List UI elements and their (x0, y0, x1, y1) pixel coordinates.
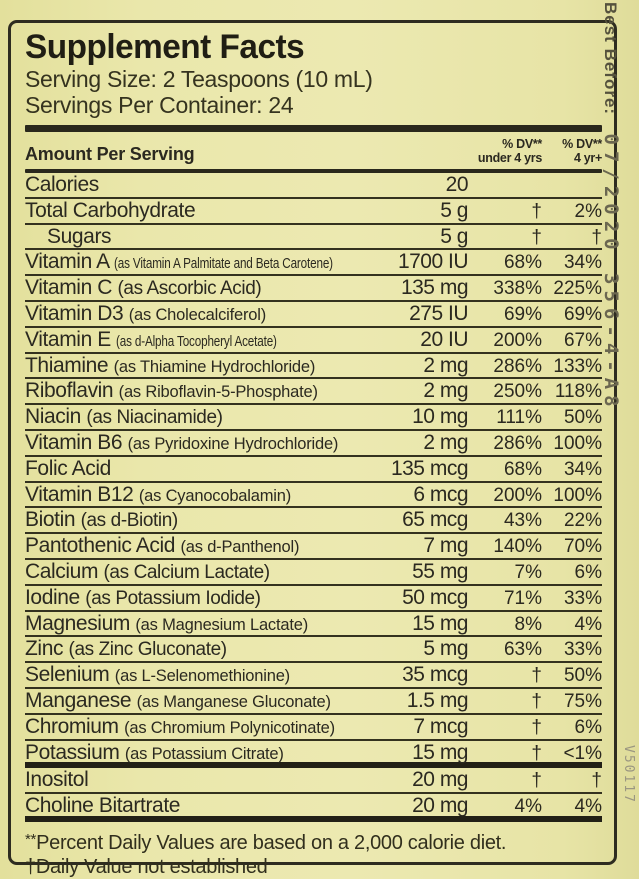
amount-value: 15 mg (412, 740, 468, 764)
dv-4plus-value: 33% (563, 639, 602, 661)
nutrient-name: Riboflavin (25, 379, 114, 403)
dv-4plus-value: 225% (553, 278, 602, 300)
table-row (25, 173, 602, 199)
table-row (25, 328, 602, 354)
column-header-row (25, 132, 602, 169)
dv-under4-value: 68% (503, 458, 542, 480)
dv-under4-value: 286% (493, 432, 542, 454)
amount-value: 2 mg (423, 379, 468, 403)
footnote-marker: ** (25, 830, 37, 848)
dv-4plus-value: 4% (574, 613, 602, 635)
nutrient-name: Potassium (25, 740, 120, 764)
nutrient-name: Manganese (25, 688, 132, 712)
dv-4plus-value: 34% (563, 252, 602, 274)
nutrient-name-cell (25, 794, 380, 817)
nutrient-name: Calories (25, 173, 99, 196)
table-row (25, 457, 602, 483)
best-before-strip (600, 2, 622, 877)
nutrient-name-cell (25, 483, 380, 508)
dv-4plus-value: 22% (563, 510, 602, 532)
footnote-marker: † (25, 855, 36, 878)
dv-under4-value: 140% (493, 536, 542, 558)
nutrient-form: (as Cyanocobalamin) (138, 486, 291, 505)
nutrient-name: Thiamine (25, 353, 109, 377)
nutrient-form: (as Potassium Iodide) (85, 587, 261, 609)
dv-under4-value: † (531, 226, 542, 248)
nutrient-name: Total Carbohydrate (25, 198, 196, 222)
nutrient-name: Zinc (25, 637, 64, 661)
nutrient-name: Vitamin B12 (25, 482, 134, 506)
amount-value: 20 mg (412, 794, 468, 818)
table-row (25, 586, 602, 612)
nutrient-name-cell (25, 663, 380, 688)
nutrient-form: (as L-Selenomethionine) (114, 667, 290, 686)
amount-value: 2 mg (423, 430, 468, 454)
footnote-text: Daily Value not established (35, 855, 268, 878)
dv-under4-value: 68% (503, 252, 542, 274)
nutrient-name: Selenium (25, 663, 110, 687)
table-row (25, 663, 602, 689)
table-row (25, 534, 602, 560)
dv-column-under4-header (468, 137, 542, 165)
nutrient-name-cell (25, 612, 380, 637)
dv-under4-value: † (531, 690, 542, 712)
amount-value: 7 mcg (413, 714, 468, 738)
nutrient-form: (as Riboflavin-5-Phosphate) (118, 383, 318, 402)
amount-value: 6 mcg (413, 482, 468, 506)
nutrient-form: (as Calcium Lactate) (103, 561, 270, 583)
amount-per-serving-header: Amount Per Serving (25, 144, 195, 164)
nutrient-name: Vitamin B6 (25, 430, 123, 454)
dv-4plus-line1: % DV** (562, 137, 602, 151)
dv-4plus-value: 4% (574, 796, 602, 818)
nutrient-name-cell (25, 199, 380, 222)
serving-size: Serving Size: 2 Teaspoons (10 mL) (25, 66, 373, 92)
amount-value: 50 mcg (402, 585, 468, 609)
nutrient-form: (as Vitamin A Palmitate and Beta Carotene) (114, 255, 333, 273)
dv-4plus-value: † (591, 770, 602, 792)
dv-4plus-line2: 4 yr+ (573, 151, 602, 165)
servings-per-container: Servings Per Container: 24 (25, 92, 294, 118)
table-row (25, 689, 602, 715)
table-row (25, 637, 602, 663)
dv-under4-line2: under 4 yrs (477, 151, 542, 165)
nutrient-name-cell (25, 379, 380, 404)
dv-4plus-value: 34% (563, 458, 602, 480)
table-row (25, 794, 602, 822)
amount-value: 20 IU (420, 327, 468, 351)
nutrient-name: Chromium (25, 714, 119, 738)
dv-4plus-value: 50% (563, 665, 602, 687)
nutrient-form: (as Magnesium Lactate) (135, 615, 308, 634)
footnotes (25, 828, 602, 879)
nutrient-name: Pantothenic Acid (25, 534, 176, 558)
supplement-facts-label (8, 20, 617, 878)
amount-value: 5 g (440, 224, 468, 248)
nutrient-form: (as Thiamine Hydrochloride) (113, 357, 316, 376)
footnote (25, 855, 602, 879)
dv-under4-value: 7% (514, 561, 542, 583)
nutrient-name-cell (25, 328, 380, 353)
nutrient-name-cell (25, 250, 380, 275)
table-row (25, 225, 602, 251)
table-row (25, 354, 602, 380)
dv-4plus-value: † (591, 226, 602, 248)
nutrient-name-cell (25, 457, 380, 480)
amount-value: 20 (445, 173, 468, 196)
dv-under4-value: 286% (493, 355, 542, 377)
nutrient-name: Vitamin C (25, 276, 113, 300)
nutrient-name-cell (25, 715, 380, 740)
nutrient-name-cell (25, 560, 380, 584)
nutrient-form: (as d-Alpha Tocopheryl Acetate) (116, 332, 278, 350)
nutrient-form: (as Pyridoxine Hydrochloride) (127, 434, 339, 453)
table-row (25, 302, 602, 328)
dv-under4-value: 338% (493, 278, 542, 300)
nutrient-name: Folic Acid (25, 456, 111, 480)
amount-value: 20 mg (412, 768, 468, 792)
dv-4plus-value: 75% (563, 690, 602, 712)
dv-4plus-value: 6% (574, 716, 602, 738)
print-code: V50117 (621, 745, 636, 804)
dv-4plus-value: 50% (563, 407, 602, 429)
amount-value: 1700 IU (397, 250, 468, 274)
table-row (25, 715, 602, 741)
dv-under4-value: † (531, 200, 542, 222)
nutrient-name: Niacin (25, 405, 81, 429)
nutrient-name: Calcium (25, 559, 99, 583)
nutrient-form: (as Niacinamide) (86, 407, 223, 429)
nutrient-form: (as Cholecalciferol) (128, 305, 266, 324)
amount-value: 5 mg (423, 637, 468, 661)
table-row (25, 276, 602, 302)
dv-4plus-value: 6% (574, 561, 602, 583)
dv-4plus-value: 67% (563, 329, 602, 351)
dv-under4-value: † (531, 716, 542, 738)
amount-value: 1.5 mg (406, 688, 468, 712)
table-row (25, 379, 602, 405)
nutrient-name-cell (25, 741, 380, 766)
table-row (25, 250, 602, 276)
dv-under4-value: 43% (503, 510, 542, 532)
nutrient-form: (as d-Panthenol) (180, 538, 300, 557)
dv-under4-value: 200% (493, 484, 542, 506)
nutrient-name-cell (25, 689, 380, 714)
nutrient-name-cell (25, 276, 380, 300)
table-row (25, 560, 602, 586)
dv-4plus-value: 118% (554, 381, 602, 403)
amount-value: 65 mcg (402, 508, 468, 532)
table-row (25, 483, 602, 509)
nutrient-name-cell (25, 586, 380, 610)
amount-value: 15 mg (412, 611, 468, 635)
amount-value: 135 mcg (390, 456, 468, 480)
amount-value: 35 mcg (402, 663, 468, 687)
nutrient-form: (as Zinc Gluconate) (68, 639, 227, 661)
table-row (25, 741, 602, 769)
nutrient-name-cell (25, 637, 380, 661)
dv-4plus-value: 100% (553, 484, 602, 506)
dv-4plus-value: 69% (563, 303, 602, 325)
nutrient-name-cell (25, 173, 380, 196)
nutrient-name-cell (25, 405, 380, 429)
nutrient-form: (as Potassium Citrate) (124, 744, 284, 763)
nutrient-form: (as Ascorbic Acid) (117, 278, 262, 300)
dv-under4-value: 69% (503, 303, 542, 325)
dv-under4-value: † (531, 665, 542, 687)
amount-value: 55 mg (412, 559, 468, 583)
table-row (25, 768, 602, 794)
nutrient-name-cell (25, 534, 380, 559)
nutrient-form: (as Chromium Polynicotinate) (124, 718, 335, 737)
nutrient-name-cell (25, 431, 380, 456)
best-before-text: Best Before: (601, 2, 620, 116)
amount-value: 5 g (440, 198, 468, 222)
nutrient-name: Inositol (25, 768, 89, 792)
amount-value: 7 mg (423, 534, 468, 558)
nutrient-name: Vitamin D3 (25, 301, 124, 325)
footnote-text: Percent Daily Values are based on a 2,000 calorie diet. (36, 831, 507, 854)
nutrient-name-cell (25, 302, 380, 327)
amount-value: 275 IU (409, 301, 468, 325)
nutrient-form: (as d-Biotin) (80, 510, 178, 532)
amount-value: 10 mg (412, 405, 468, 429)
nutrient-name-cell (25, 768, 380, 791)
table-row (25, 405, 602, 431)
table-row (25, 431, 602, 457)
dv-under4-value: 250% (493, 381, 542, 403)
nutrient-name: Sugars (47, 224, 112, 248)
nutrient-name: Magnesium (25, 611, 130, 635)
table-row (25, 612, 602, 638)
dv-4plus-value: 100% (553, 432, 602, 454)
table-row (25, 508, 602, 534)
amount-value: 2 mg (423, 353, 468, 377)
dv-under4-value: 71% (503, 587, 542, 609)
dv-under4-value: 200% (493, 329, 542, 351)
dv-4plus-value: 33% (563, 587, 602, 609)
dv-under4-value: † (531, 742, 542, 764)
nutrient-name: Iodine (25, 585, 80, 609)
nutrient-name-cell (25, 508, 380, 532)
nutrient-name-cell (25, 354, 380, 379)
nutrient-name: Vitamin E (25, 327, 111, 351)
footnote (25, 828, 602, 855)
dv-4plus-value: <1% (563, 742, 602, 764)
dv-4plus-value: 70% (563, 536, 602, 558)
dv-4plus-value: 133% (553, 355, 602, 377)
dv-under4-value: 8% (514, 613, 542, 635)
page-title: Supplement Facts (25, 28, 305, 66)
nutrient-form: (as Manganese Gluconate) (136, 692, 331, 711)
lot-code: 07/2020 356-4-A8 (600, 133, 622, 413)
divider-thick-top (25, 125, 602, 132)
nutrient-name-cell (25, 225, 380, 248)
nutrient-name: Vitamin A (25, 250, 109, 274)
table-row (25, 199, 602, 225)
nutrient-name: Choline Bitartrate (25, 794, 181, 818)
dv-under4-value: 111% (496, 407, 542, 429)
nutrient-name: Biotin (25, 508, 76, 532)
facts-table-rows (25, 173, 602, 822)
dv-column-4plus-header (542, 137, 602, 165)
amount-value: 135 mg (400, 276, 468, 300)
dv-under4-line1: % DV** (502, 137, 542, 151)
dv-under4-value: 63% (503, 639, 542, 661)
dv-4plus-value: 2% (574, 200, 602, 222)
dv-under4-value: † (531, 770, 542, 792)
dv-under4-value: 4% (514, 796, 542, 818)
